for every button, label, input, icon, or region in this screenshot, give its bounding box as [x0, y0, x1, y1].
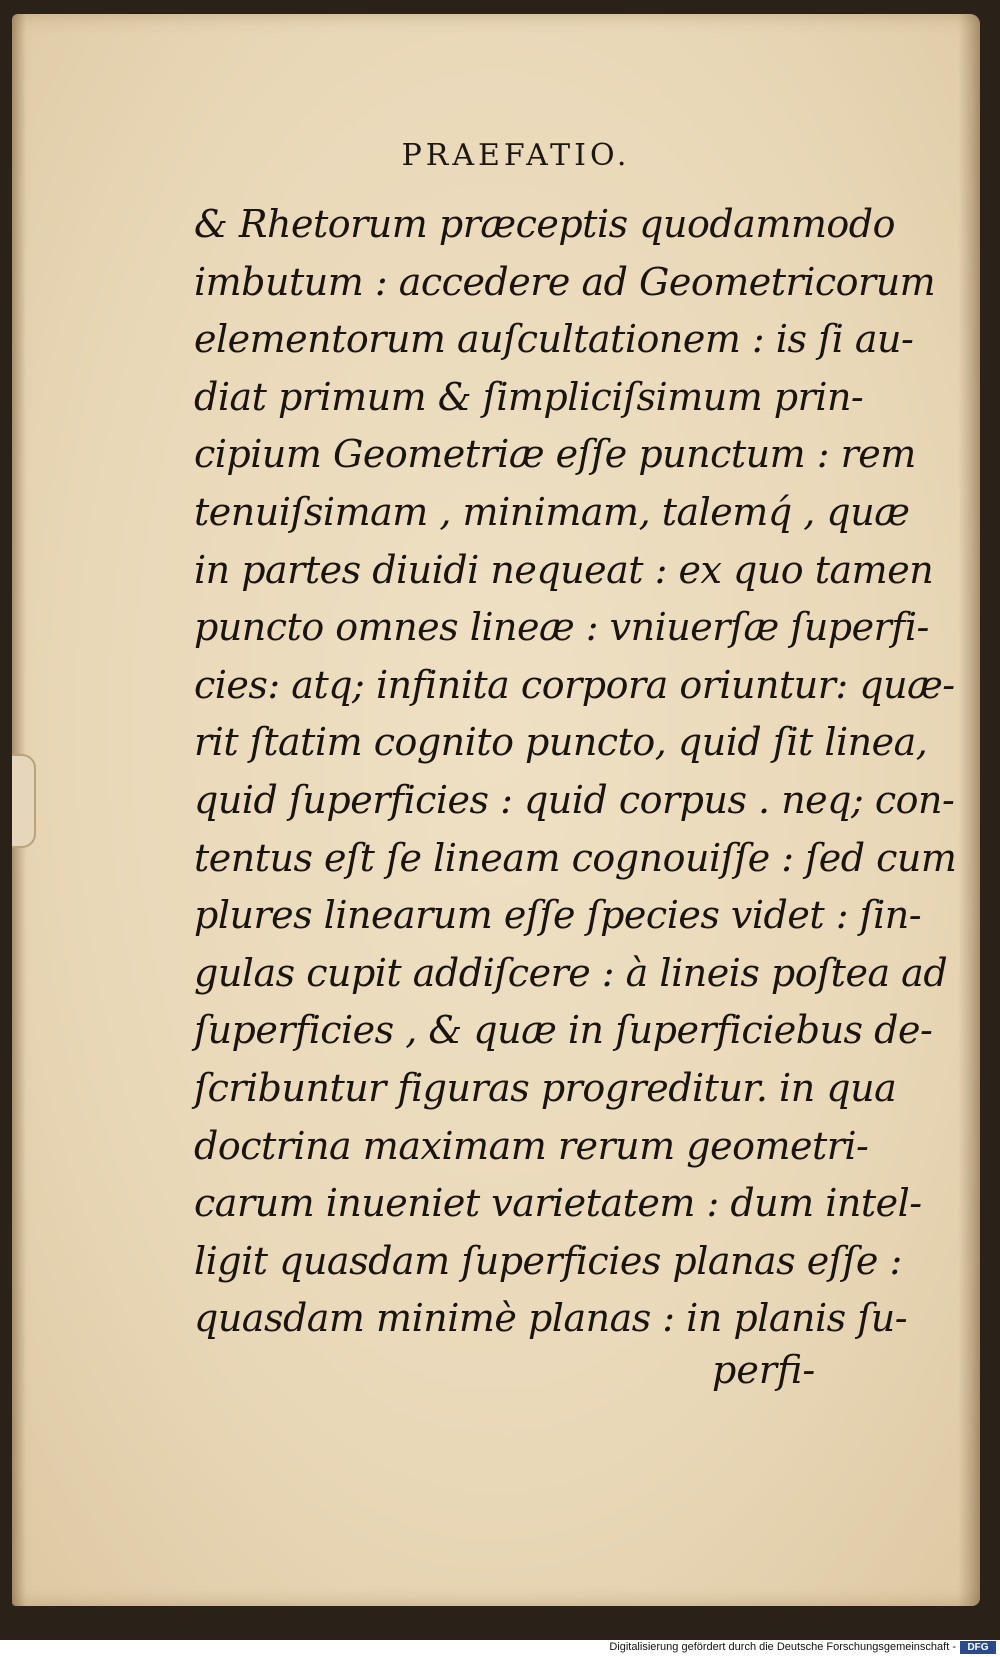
- catchword: perfi-: [712, 1348, 816, 1392]
- dfg-logo-icon: DFG: [960, 1641, 996, 1654]
- text-line: cies: atq; infinita corpora oriuntur: quæ-: [194, 662, 955, 707]
- body-text: [194, 196, 957, 1348]
- digitization-credit: Digitalisierung gefördert durch die Deutsche Forschungsgemeinschaft -: [609, 1641, 956, 1653]
- text-line: plures linearum eſſe ſpecies videt : ſin-: [194, 893, 922, 938]
- text-line: diat primum & ſimpliciſsimum prin-: [194, 374, 864, 419]
- text-line: & Rhetorum præceptis quodammodo: [194, 202, 895, 246]
- text-line: elementorum auſcultationem : is ſi au-: [194, 317, 914, 362]
- text-line: imbutum : accedere ad Geometricorum: [194, 259, 936, 304]
- text-line: ſuperficies , & quæ in ſuperficiebus de-: [194, 1008, 933, 1053]
- text-line: ligit quasdam ſuperficies planas eſſe :: [194, 1238, 902, 1283]
- running-head: PRAEFATIO.: [401, 138, 631, 173]
- bookmark-tab: [12, 754, 36, 848]
- text-line: cipium Geometriæ eſſe punctum : rem: [194, 432, 916, 477]
- text-line: ſcribuntur figuras progreditur. in qua: [194, 1065, 897, 1110]
- text-line: puncto omnes lineæ : vniuerſæ ſuperfi-: [194, 605, 929, 650]
- text-line: tenuiſsimam , minimam, talemq́ , quæ: [194, 489, 910, 534]
- text-line: quid ſuperficies : quid corpus . neq; con-: [194, 777, 955, 822]
- text-line: tentus eſt ſe lineam cognouiſſe : ſed cum: [194, 835, 957, 880]
- text-line: gulas cupit addiſcere : à lineis poſtea ad: [194, 950, 948, 995]
- page-edge-shadow: [958, 14, 980, 1606]
- text-line: in partes diuidi nequeat : ex quo tamen: [194, 547, 934, 592]
- text-line: carum inueniet varietatem : dum intel-: [194, 1181, 922, 1226]
- text-line: rit ſtatim cognito puncto, quid ſit linea,: [194, 720, 928, 765]
- text-line: doctrina maximam rerum geometri-: [194, 1123, 869, 1168]
- text-line: quasdam minimè planas : in planis ſu-: [194, 1296, 908, 1341]
